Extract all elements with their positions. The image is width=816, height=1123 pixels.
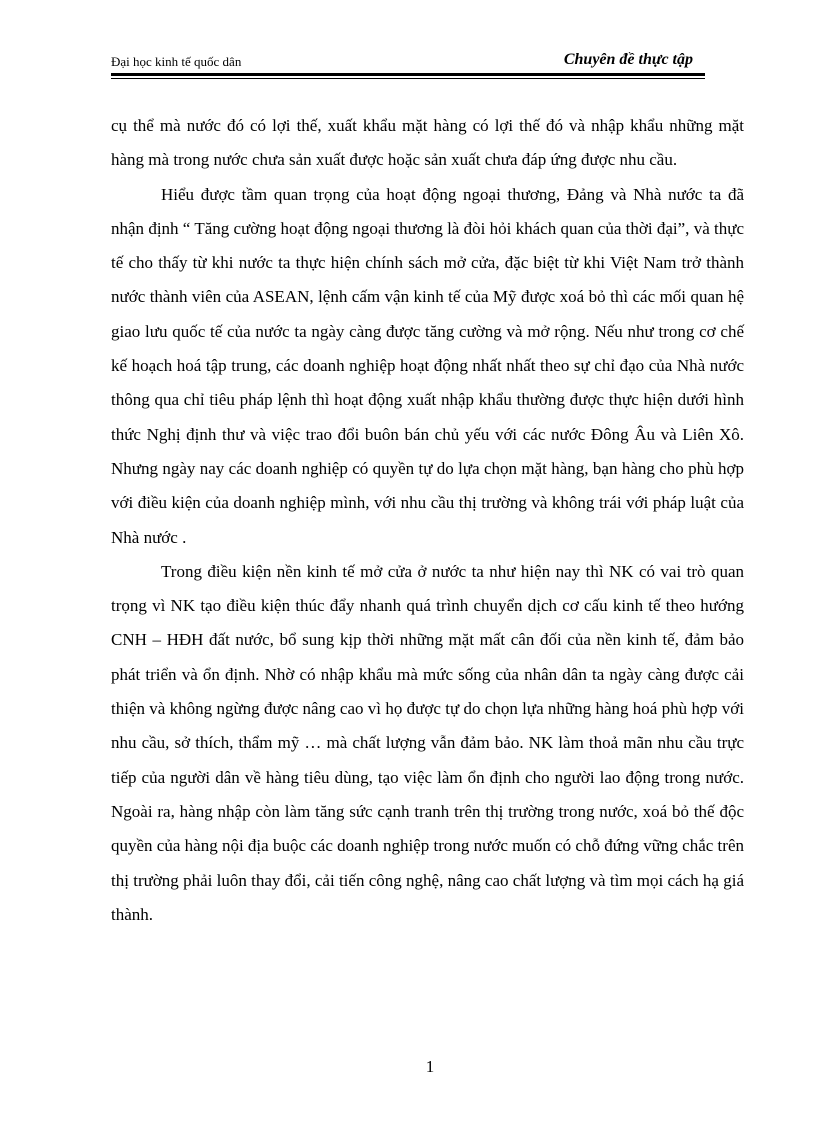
paragraph-import-role: Trong điều kiện nền kinh tế mở cửa ở nước ta như hiện nay thì NK có vai trò quan trọng vì NK tạo điều kiện thúc đẩy nhanh quá trình chuyển dịch cơ cấu kinh tế theo hướng CNH – HĐH đất nước, bổ sung kịp thời những mặt mất cân đối của nền kinh tế, đảm bảo phát triển và ổn định. Nhờ có nhập khẩu mà mức sống của nhân dân ta ngày càng được cải thiện và không ngừng được nâng cao vì họ được tự do chọn lựa những hàng hoá phù hợp với nhu cầu, sở thích, thẩm mỹ … mà chất lượng vẫn đảm bảo. NK làm thoả mãn nhu cầu trực tiếp của người dân về hàng tiêu dùng, tạo việc làm ổn định cho người lao động trong nước. Ngoài ra, hàng nhập còn làm tăng sức cạnh tranh trên thị trường trong nước, xoá bỏ thế độc quyền của hàng nội địa buộc các doanh nghiệp trong nước muốn có chỗ đứng vững chắc trên thị trường phải luôn thay đổi, cải tiến công nghệ, nâng cao chất lượng và tìm mọi cách hạ giá thành. bbox=[111, 561, 744, 924]
paragraph-continuation: cụ thể mà nước đó có lợi thế, xuất khẩu mặt hàng có lợi thế đó và nhập khẩu những mặt hàng mà trong nước chưa sản xuất được hoặc sản xuất chưa đáp ứng được nhu cầu. bbox=[111, 116, 744, 170]
header-rule-thin bbox=[111, 78, 705, 79]
body-text bbox=[111, 109, 744, 932]
header-document-title: Chuyên đề thực tập bbox=[563, 51, 693, 68]
header-rule-thick bbox=[111, 73, 705, 76]
header-university: Đại học kinh tế quốc dân bbox=[111, 54, 242, 69]
page-header bbox=[111, 50, 705, 72]
page-number: 1 bbox=[425, 1057, 435, 1076]
paragraph-foreign-trade: Hiểu được tầm quan trọng của hoạt động ngoại thương, Đảng và Nhà nước ta đã nhận định “ Tăng cường hoạt động ngoại thương là đòi hỏi khách quan của thời đại”, và thực tế cho thấy từ khi nước ta thực hiện chính sách mở cửa, đặc biệt từ khi Việt Nam trở thành nước thành viên của ASEAN, lệnh cấm vận kinh tế của Mỹ được xoá bỏ thì các mối quan hệ giao lưu quốc tế của nước ta ngày càng được tăng cường và mở rộng. Nếu như trong cơ chế kế hoạch hoá tập trung, các doanh nghiệp hoạt động nhất nhất theo sự chỉ đạo của Nhà nước thông qua chỉ tiêu pháp lệnh thì hoạt động xuất nhập khẩu thường được thực hiện dưới hình thức Nghị định thư và việc trao đổi buôn bán chủ yếu với các nước Đông Âu và Liên Xô. Nhưng ngày nay các doanh nghiệp có quyền tự do lựa chọn mặt hàng, bạn hàng cho phù hợp với điều kiện của doanh nghiệp mình, với nhu cầu thị trường và không trái với pháp luật của Nhà nước . bbox=[111, 184, 744, 547]
